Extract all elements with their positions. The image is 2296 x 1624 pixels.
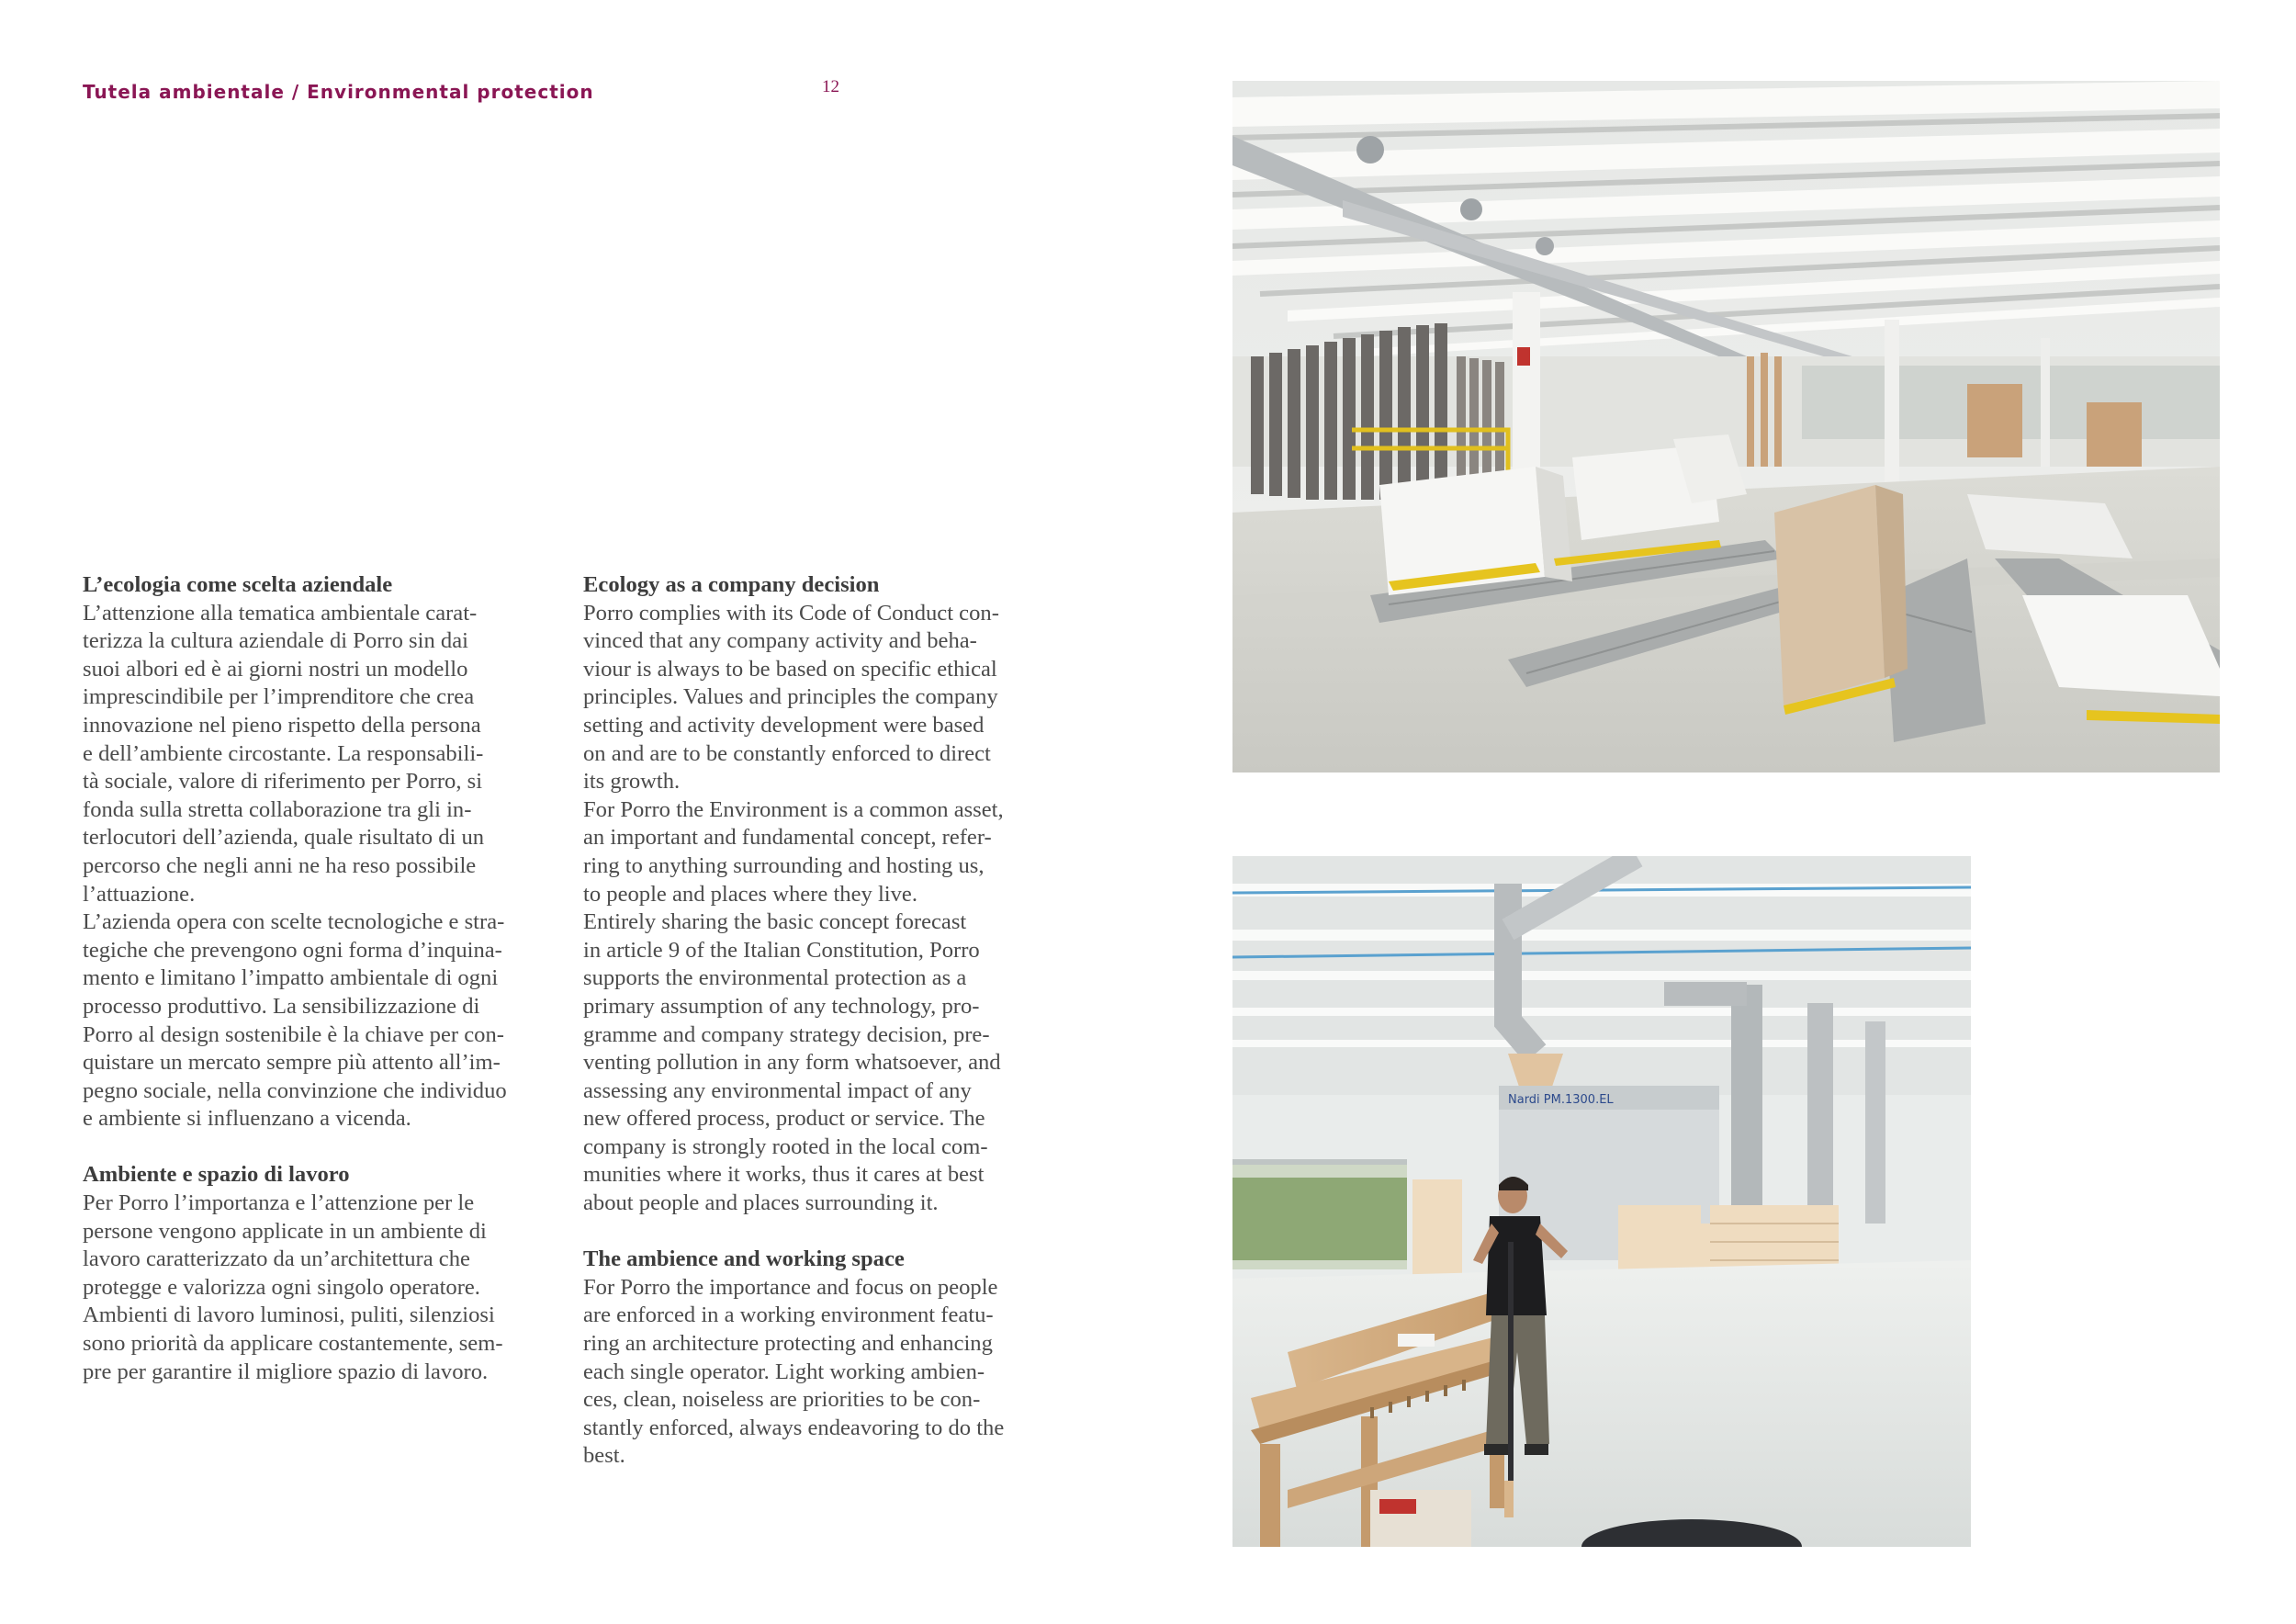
text-line: For Porro the importance and focus on people bbox=[583, 1274, 998, 1300]
text-line: Per Porro l’importanza e l’attenzione per le bbox=[83, 1190, 475, 1216]
text-line: to people and places where they live. bbox=[583, 881, 917, 907]
text-line: company is strongly rooted in the local com- bbox=[583, 1133, 988, 1159]
factory-hall-illustration bbox=[1232, 81, 2220, 773]
workshop-operator-photo bbox=[1232, 856, 1971, 1547]
english-column bbox=[583, 571, 1079, 1471]
text-line: mento e limitano l’impatto ambientale di ogni bbox=[83, 965, 499, 991]
text-line: vinced that any company activity and beha- bbox=[583, 628, 977, 654]
text-line: imprescindibile per l’imprenditore che crea bbox=[83, 684, 475, 710]
text-line: munities where it works, thus it cares at best bbox=[583, 1162, 985, 1188]
text-line: primary assumption of any technology, pro- bbox=[583, 993, 980, 1019]
text-line: e ambiente si influenzano a vicenda. bbox=[83, 1106, 411, 1132]
text-line: lavoro caratterizzato da un’architettura che bbox=[83, 1246, 470, 1272]
text-line: best. bbox=[583, 1443, 625, 1469]
running-title: Tutela ambientale / Environmental protection bbox=[83, 81, 594, 103]
text-line: terizza la cultura aziendale di Porro sin dai bbox=[83, 628, 468, 654]
text-line: sono priorità da applicare costantemente, sem- bbox=[83, 1331, 503, 1357]
text-line: innovazione nel pieno rispetto della persona bbox=[83, 712, 481, 738]
text-line: principles. Values and principles the company bbox=[583, 684, 998, 710]
text-line: tà sociale, valore di riferimento per Porro, si bbox=[83, 769, 483, 795]
text-line: assessing any environmental impact of any bbox=[583, 1077, 972, 1103]
text-line: ring to anything surrounding and hosting us, bbox=[583, 852, 985, 878]
text-line: in article 9 of the Italian Constitution, Porro bbox=[583, 937, 980, 963]
text-line: about people and places surrounding it. bbox=[583, 1190, 939, 1216]
text-line: l’attuazione. bbox=[83, 881, 196, 907]
text-line: e dell’ambiente circostante. La responsabili- bbox=[83, 740, 484, 766]
text-line: an important and fundamental concept, refer- bbox=[583, 825, 992, 851]
text-line: are enforced in a working environment featu- bbox=[583, 1303, 994, 1328]
text-line: pegno sociale, nella convinzione che individuo bbox=[83, 1077, 507, 1103]
text-line: ces, clean, noiseless are priorities to be con- bbox=[583, 1387, 981, 1413]
text-line: quistare un mercato sempre più attento all’im- bbox=[83, 1050, 501, 1076]
text-line: pre per garantire il migliore spazio di lavoro. bbox=[83, 1359, 489, 1384]
text-line: Porro complies with its Code of Conduct con- bbox=[583, 600, 999, 626]
text-line: tegiche che prevengono ogni forma d’inquina- bbox=[83, 937, 502, 963]
text-line: new offered process, product or service. The bbox=[583, 1106, 985, 1132]
text-line: Ambienti di lavoro luminosi, puliti, silenziosi bbox=[83, 1303, 495, 1328]
text-line: percorso che negli anni ne ha reso possibile bbox=[83, 852, 477, 878]
text-line: L’attenzione alla tematica ambientale carat- bbox=[83, 600, 478, 626]
text-line: setting and activity development were based bbox=[583, 712, 985, 738]
machine-brand-label: Nardi PM.1300.EL bbox=[1508, 1093, 1614, 1107]
text-line: supports the environmental protection as a bbox=[583, 965, 967, 991]
text-line: ring an architecture protecting and enhancing bbox=[583, 1331, 993, 1357]
text-line: suoi albori ed è ai giorni nostri un modello bbox=[83, 656, 468, 682]
text-line: processo produttivo. La sensibilizzazione di bbox=[83, 993, 480, 1019]
italian-paragraph-ecology bbox=[83, 600, 569, 1133]
english-heading-ecology: Ecology as a company decision bbox=[583, 572, 880, 597]
text-line: viour is always to be based on specific ethical bbox=[583, 656, 997, 682]
italian-heading-ecology: L’ecologia come scelta aziendale bbox=[83, 572, 393, 597]
english-paragraph-workspace bbox=[583, 1274, 1079, 1471]
text-line: fonda sulla stretta collaborazione tra gli in- bbox=[83, 796, 472, 822]
text-line: its growth. bbox=[583, 769, 681, 795]
italian-paragraph-workspace bbox=[83, 1190, 569, 1386]
text-line: gramme and company strategy decision, pre- bbox=[583, 1021, 990, 1047]
text-line: persone vengono applicate in un ambiente di bbox=[83, 1218, 487, 1244]
english-heading-workspace: The ambience and working space bbox=[583, 1246, 905, 1272]
text-line: each single operator. Light working ambien- bbox=[583, 1359, 985, 1384]
text-line: Entirely sharing the basic concept forecast bbox=[583, 909, 967, 935]
english-paragraph-ecology bbox=[583, 600, 1079, 1218]
text-line: on and are to be constantly enforced to direct bbox=[583, 740, 991, 766]
paragraph-spacer bbox=[583, 1218, 1079, 1246]
text-line: stantly enforced, always endeavoring to do the bbox=[583, 1415, 1005, 1440]
paragraph-spacer bbox=[83, 1133, 569, 1162]
factory-hall-photo bbox=[1232, 81, 2220, 773]
workshop-illustration bbox=[1232, 856, 1971, 1547]
page-number: 12 bbox=[822, 77, 839, 96]
italian-column bbox=[83, 571, 569, 1386]
text-line: Porro al design sostenibile è la chiave per con- bbox=[83, 1021, 504, 1047]
text-line: protegge e valorizza ogni singolo operatore. bbox=[83, 1274, 480, 1300]
text-line: venting pollution in any form whatsoever, and bbox=[583, 1050, 1001, 1076]
text-line: For Porro the Environment is a common asset, bbox=[583, 796, 1004, 822]
text-line: terlocutori dell’azienda, quale risultato di un bbox=[83, 825, 485, 851]
text-line: L’azienda opera con scelte tecnologiche e stra- bbox=[83, 909, 505, 935]
italian-heading-workspace: Ambiente e spazio di lavoro bbox=[83, 1162, 350, 1188]
